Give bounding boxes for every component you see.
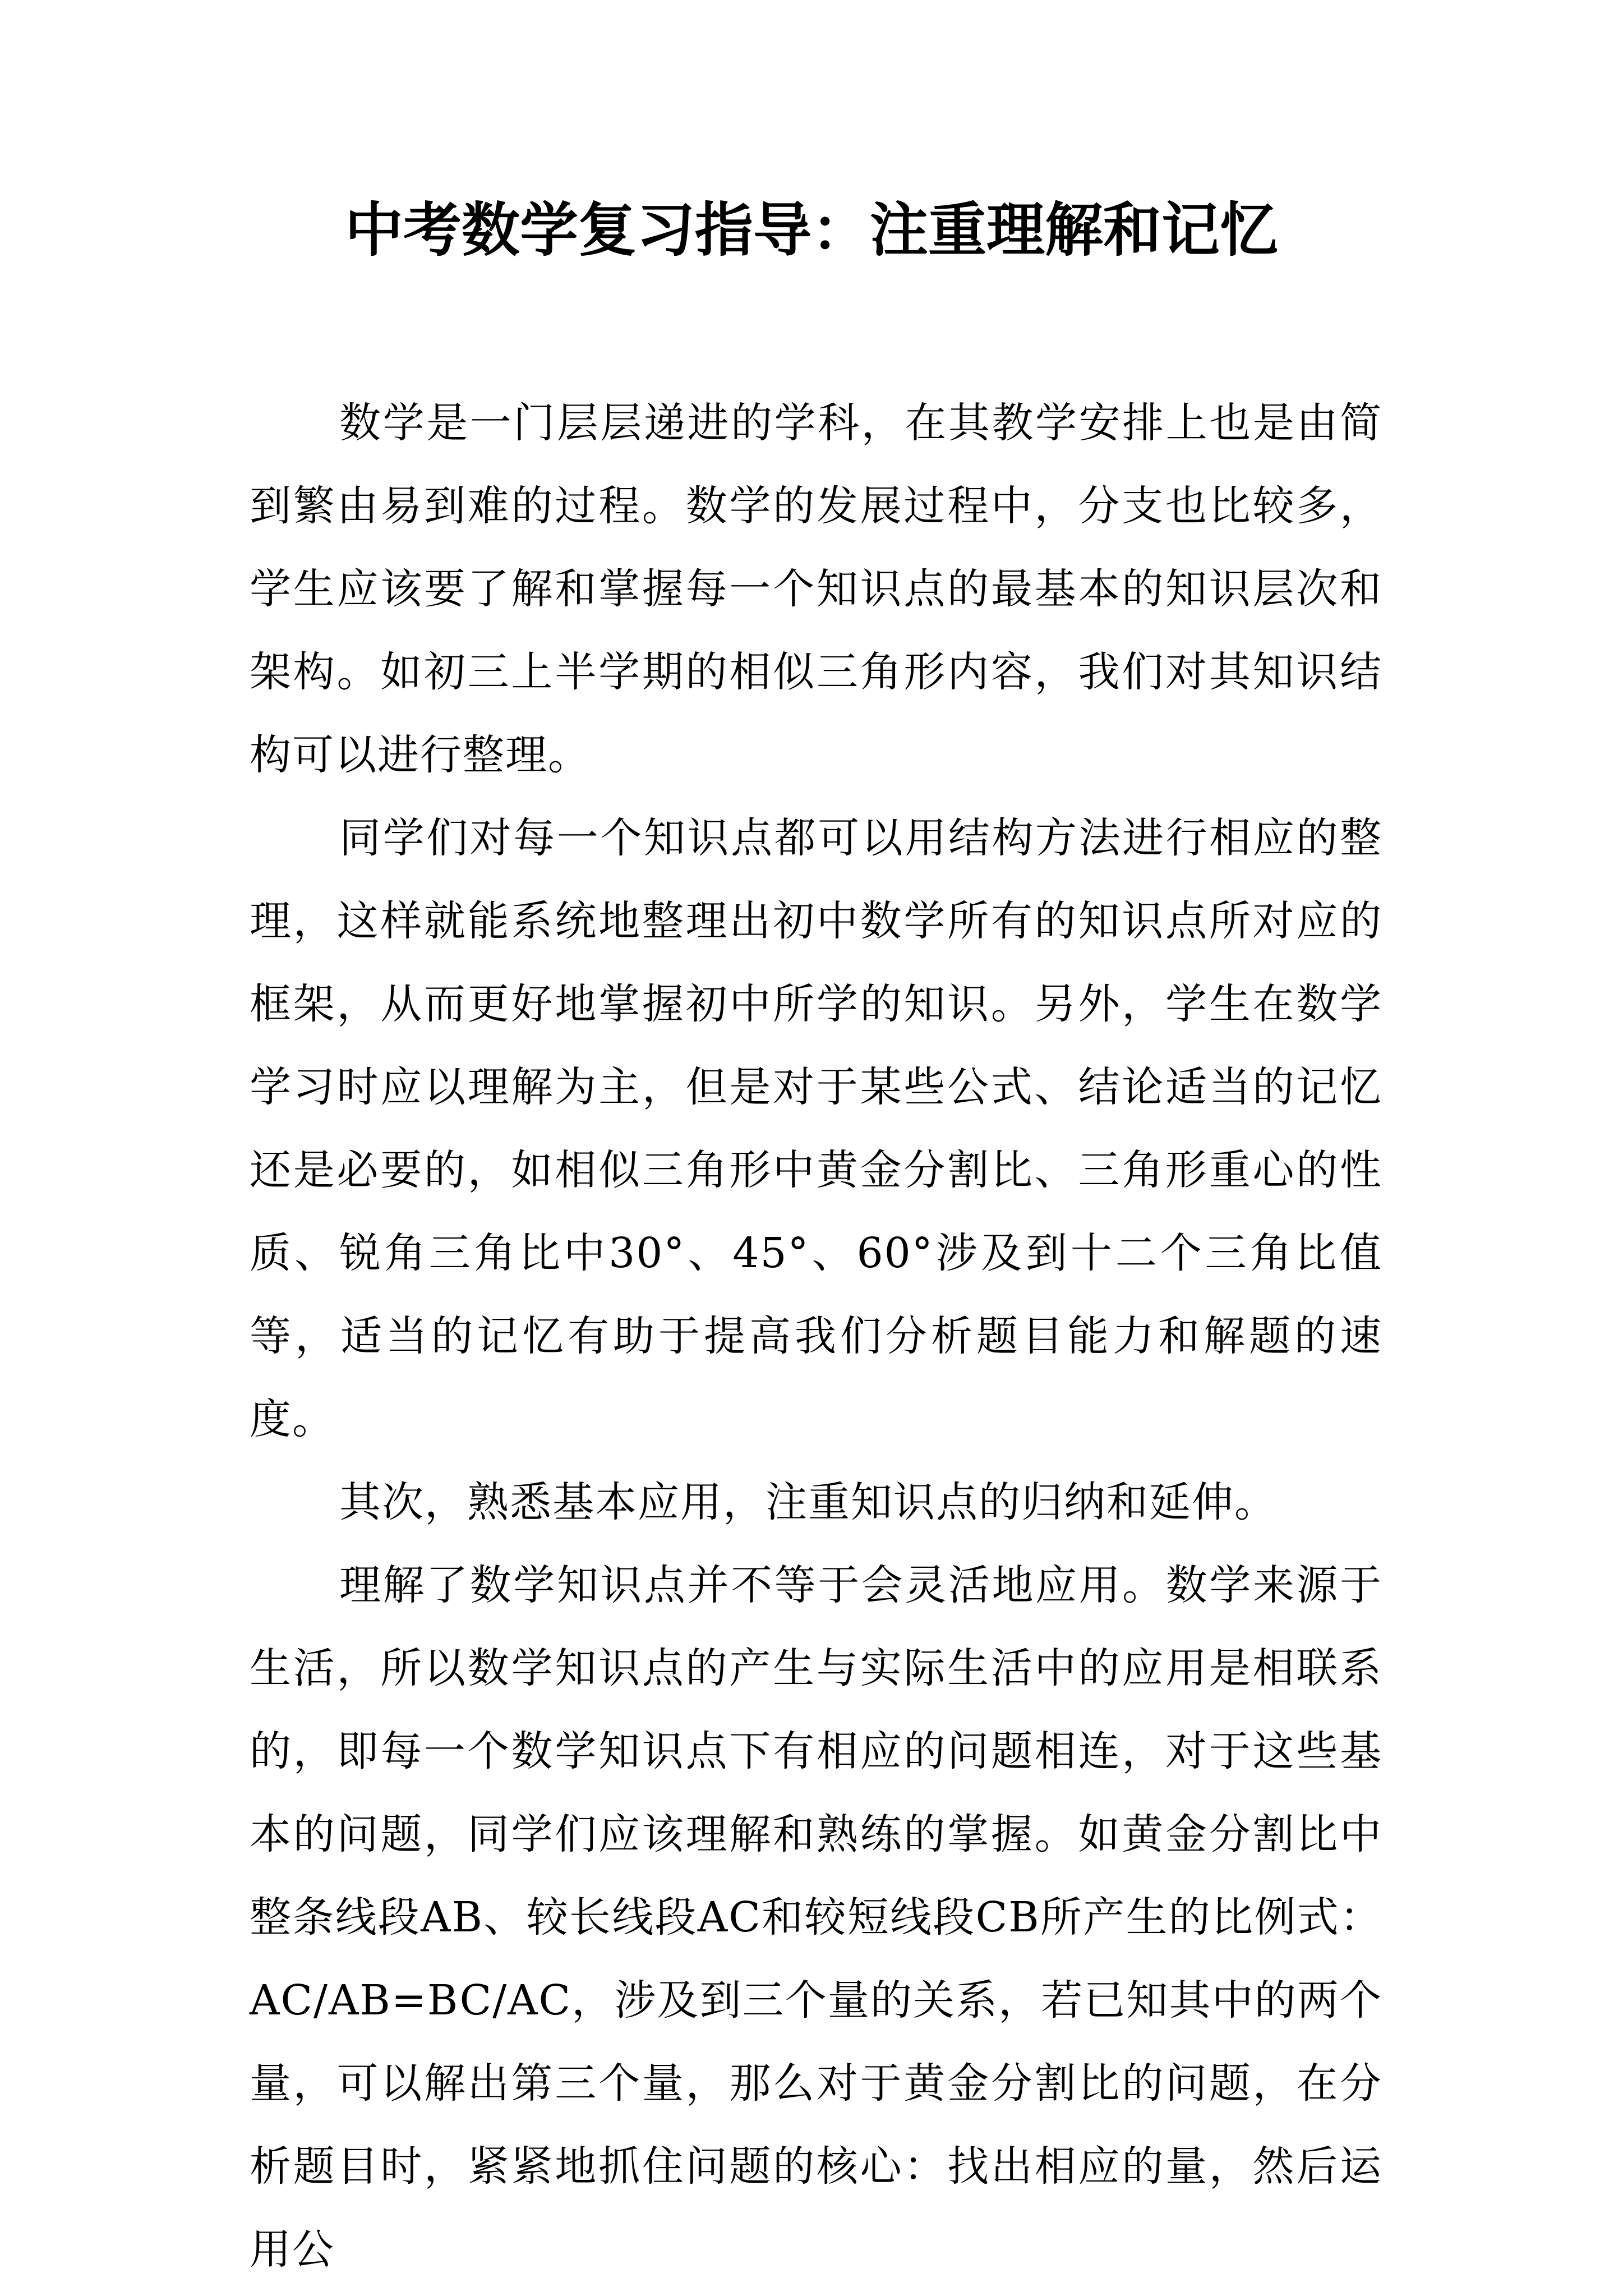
document-title: 中考数学复习指导：注重理解和记忆: [344, 195, 1278, 264]
paragraph-3: 其次，熟悉基本应用，注重知识点的归纳和延伸。: [339, 1478, 1277, 1526]
paragraph-2: 同学们对每一个知识点都可以用结构方法进行相应的整理，这样就能系统地整理出初中数学所有的知识点所对应的框架，从而更好地掌握初中所学的知识。另外，学生在数学学习时应以理解为主，但是对于某些公式、结论适当的记忆还是必要的，如相似三角形中黄金分割比、三角形重心的性质、锐角三角比中30°、45°、60°涉及到十二个三角比值等，适当的记忆有助于提高我们分析题目能力和解题的速度。: [250, 814, 1382, 1443]
paragraph-1: 数学是一门层层递进的学科，在其教学安排上也是由简到繁由易到难的过程。数学的发展过程中，分支也比较多，学生应该要了解和掌握每一个知识点的最基本的知识层次和架构。如初三上半学期的相似三角形内容，我们对其知识结构可以进行整理。: [250, 399, 1382, 779]
paragraph-4: 理解了数学知识点并不等于会灵活地应用。数学来源于生活，所以数学知识点的产生与实际生活中的应用是相联系的，即每一个数学知识点下有相应的问题相连，对于这些基本的问题，同学们应该理解和熟练的掌握。如黄金分割比中整条线段AB、较长线段AC和较短线段CB所产生的比例式：AC/AB=BC/AC，涉及到三个量的关系，若已知其中的两个量，可以解出第三个量，那么对于黄金分割比的问题，在分析题目时，紧紧地抓住问题的核心：找出相应的量，然后运用公: [250, 1561, 1382, 2274]
document-body: [250, 381, 1382, 2291]
